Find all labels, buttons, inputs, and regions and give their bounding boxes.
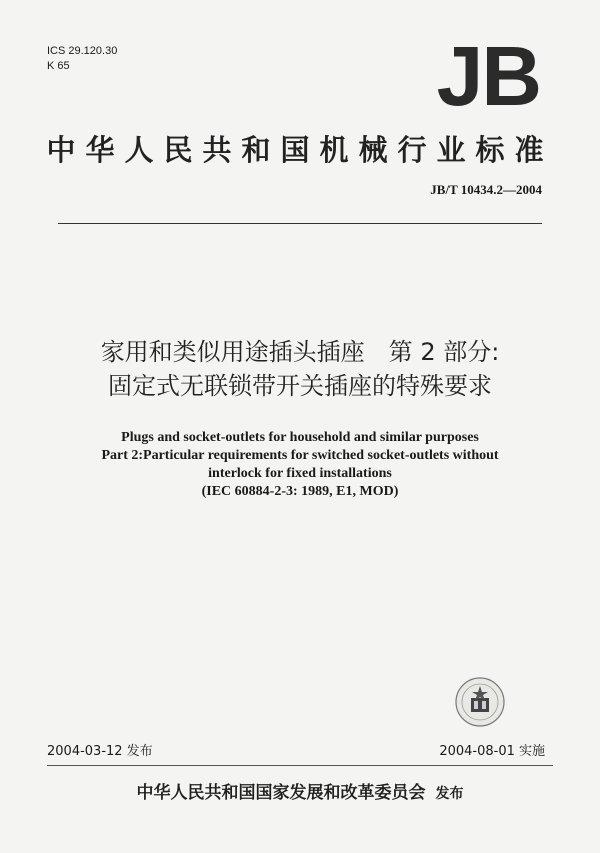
chinese-title-line-2: 固定式无联锁带开关插座的特殊要求 <box>108 372 492 400</box>
classification-codes <box>47 44 117 74</box>
english-title-line-1: Plugs and socket-outlets for household and similar purposes <box>121 430 479 445</box>
implementation-date: 2004-08-01 实施 <box>439 744 545 759</box>
header-divider <box>58 223 542 224</box>
english-title <box>0 429 600 501</box>
jb-logo: JB <box>436 29 540 123</box>
english-title-line-3: interlock for fixed installations <box>208 466 392 481</box>
standard-title: 中华人民共和国机械行业标准 <box>46 133 554 167</box>
issuer-name: 中华人民共和国国家发展和改革委员会 <box>136 783 426 803</box>
official-seal <box>454 676 506 728</box>
english-title-line-2: Part 2:Particular requirements for switched socket-outlets without <box>101 448 499 463</box>
english-title-line-4: (IEC 60884-2-3: 1989, E1, MOD) <box>201 484 399 499</box>
chinese-title-line-1: 家用和类似用途插头插座 第 2 部分: <box>100 338 500 366</box>
class-code: K 65 <box>47 60 70 72</box>
footer-divider <box>47 765 553 766</box>
issuer <box>0 778 600 803</box>
ics-code: ICS 29.120.30 <box>47 45 118 57</box>
issuer-suffix: 发布 <box>435 786 464 802</box>
chinese-title <box>0 335 600 403</box>
standard-number: JB/T 10434.2—2004 <box>430 182 542 197</box>
issue-date: 2004-03-12 发布 <box>47 744 153 759</box>
